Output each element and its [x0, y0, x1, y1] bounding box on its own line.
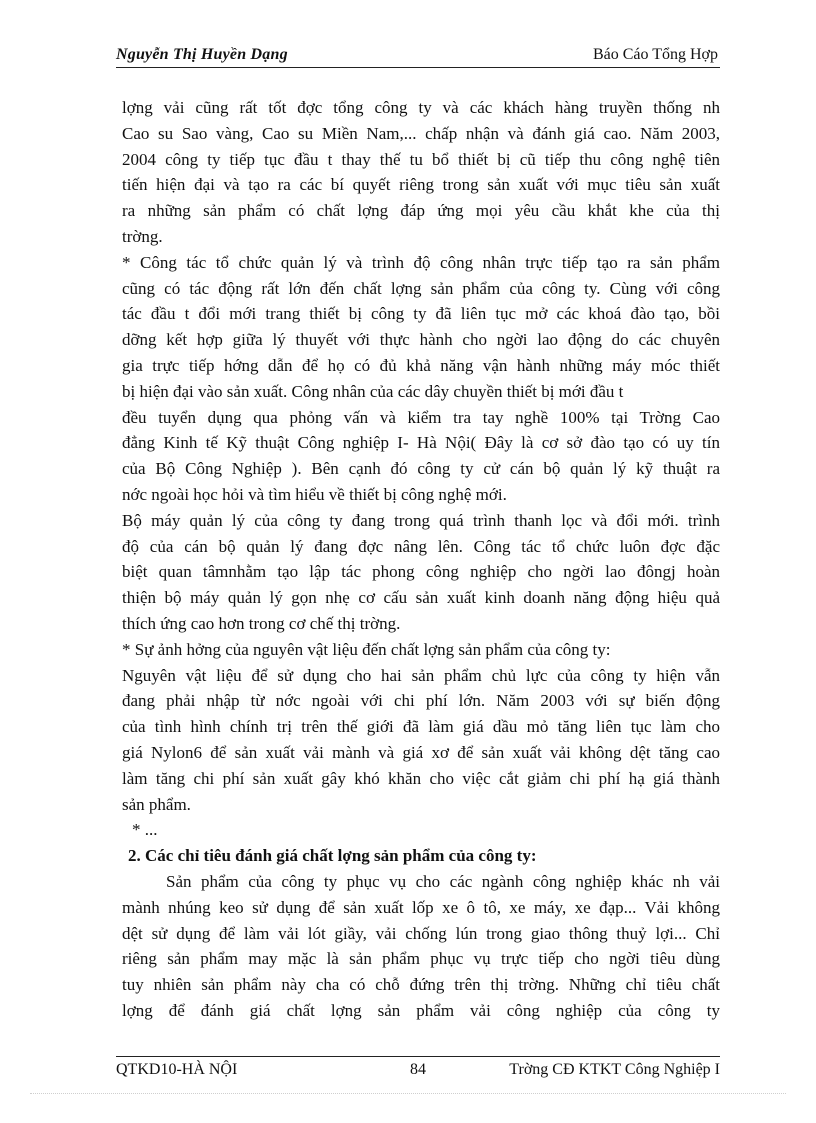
text-line: Cao su Sao vàng, Cao su Miền Nam,... chấp nhận và đánh giá cao. Năm 2003, — [122, 123, 720, 143]
footer-school: Trờng CĐ KTKT Công Nghiệp I — [509, 1061, 720, 1078]
text-line: tuy nhiên sản phẩm này cha có chỗ đứng trên thị trờng. Những chỉ tiêu chất — [122, 975, 720, 995]
text-line: * Sự ảnh hởng của nguyên vật liệu đến chất lợng sản phẩm của công ty: — [122, 639, 611, 659]
text-line: độ của cán bộ quản lý đang đợc nâng lên. Công tác tổ chức luôn đợc đặc — [122, 536, 720, 556]
text-line: thích ứng cao hơn trong cơ chế thị trờng. — [122, 613, 401, 633]
section-heading: 2. Các chỉ tiêu đánh giá chất lợng sản phẩm của công ty: — [128, 846, 537, 866]
text-line: đang phải nhập từ nớc ngoài với chi phí lớn. Năm 2003 với sự biến động — [122, 691, 720, 711]
text-line: Sản phẩm của công ty phục vụ cho các ngành công nghiệp khác nh vải — [166, 871, 720, 891]
document-body — [122, 95, 720, 1024]
page-header — [116, 46, 718, 68]
header-report-title: Báo Cáo Tổng Hợp — [592, 46, 718, 63]
text-line: tác đầu t đổi mới trang thiết bị công ty đã liên tục mở các khoá đào tạo, bồi — [122, 304, 720, 324]
text-line: giá Nylon6 để sản xuất vải mành và giá xơ để sản xuất vải không dệt tăng cao — [122, 742, 720, 762]
page-bottom-border — [30, 1093, 786, 1094]
text-line: 2004 công ty tiếp tục đầu t thay thế tu bổ thiết bị cũ tiếp thu công nghệ tiên — [122, 149, 720, 169]
text-line: đẳng Kinh tế Kỹ thuật Công nghiệp I- Hà Nội( Đây là cơ sở đào tạo có uy tín — [122, 433, 720, 453]
text-line: dệt sử dụng để làm vải lót giầy, vải chống lún trong giao thông thuỷ lợi... Chỉ — [122, 923, 720, 943]
text-line: mành nhúng keo sử dụng để sản xuất lốp xe ô tô, xe máy, xe đạp... Vải không — [122, 897, 720, 917]
text-line: Nguyên vật liệu để sử dụng cho hai sản phẩm chủ lực của công ty hiện vẫn — [122, 665, 720, 685]
text-line: trờng. — [122, 226, 163, 246]
text-line: của Bộ Công Nghiệp ). Bên cạnh đó công ty cử cán bộ quản lý kỹ thuật ra — [122, 459, 720, 479]
footer-divider — [116, 1056, 720, 1057]
text-line: thiện bộ máy quản lý gọn nhẹ cơ cấu sản xuất kinh doanh năng động hiệu quả — [122, 588, 720, 608]
text-line: lợng để đánh giá chất lợng sản phẩm vải công nghiệp của công ty — [122, 1000, 720, 1020]
text-line: làm tăng chi phí sản xuất gây khó khăn cho việc cắt giảm chi phí hạ giá thành — [122, 768, 720, 788]
footer-class-location: QTKD10-HÀ NỘI — [116, 1061, 238, 1078]
text-line: lợng vải cũng rất tốt đợc tổng công ty và các khách hàng truyền thống nh — [122, 98, 720, 117]
header-divider — [116, 67, 720, 68]
text-line: ra những sản phẩm có chất lợng đáp ứng mọi yêu cầu khắt khe của thị — [122, 201, 720, 221]
text-line: sản phẩm. — [122, 794, 191, 814]
text-line: * ... — [132, 820, 158, 840]
text-line: nớc ngoài học hỏi và tìm hiểu về thiết bị công nghệ mới. — [122, 484, 507, 504]
text-line: tiến hiện đại và tạo ra các bí quyết riêng trong sản xuất với mục tiêu sản xuất — [122, 175, 720, 195]
text-line: biệt quan tâmnhằm tạo lập tác phong công nghiệp cho ngời lao đôngj hoàn — [122, 562, 720, 582]
page-footer — [116, 1060, 720, 1080]
header-author: Nguyễn Thị Huyền Dạng — [116, 46, 288, 63]
page-number: 84 — [410, 1061, 426, 1078]
text-line: * Công tác tổ chức quản lý và trình độ công nhân trực tiếp tạo ra sản phẩm — [122, 252, 720, 272]
text-line: đều tuyển dụng qua phỏng vấn và kiểm tra tay nghề 100% tại Trờng Cao — [122, 407, 720, 427]
text-line: bị hiện đại vào sản xuất. Công nhân của các dây chuyền thiết bị mới đầu t — [122, 381, 624, 401]
text-line: Bộ máy quản lý của công ty đang trong quá trình thanh lọc và đổi mới. trình — [122, 510, 720, 530]
text-line: dỡng kết hợp giữa lý thuyết với thực hành cho ngời lao động do các chuyên — [122, 330, 720, 350]
text-line: gia trực tiếp hớng dẫn để họ có đủ khả năng vận hành những máy móc thiết — [122, 355, 720, 375]
text-line: của tình hình chính trị trên thế giới đã làm giá dầu mỏ tăng liên tục làm cho — [122, 717, 720, 737]
text-line: riêng sản phẩm may mặc là sản phẩm phục vụ trực tiếp cho ngời tiêu dùng — [122, 949, 720, 969]
text-line: cũng có tác động rất lớn đến chất lợng sản phẩm của công ty. Cùng với công — [122, 278, 720, 298]
